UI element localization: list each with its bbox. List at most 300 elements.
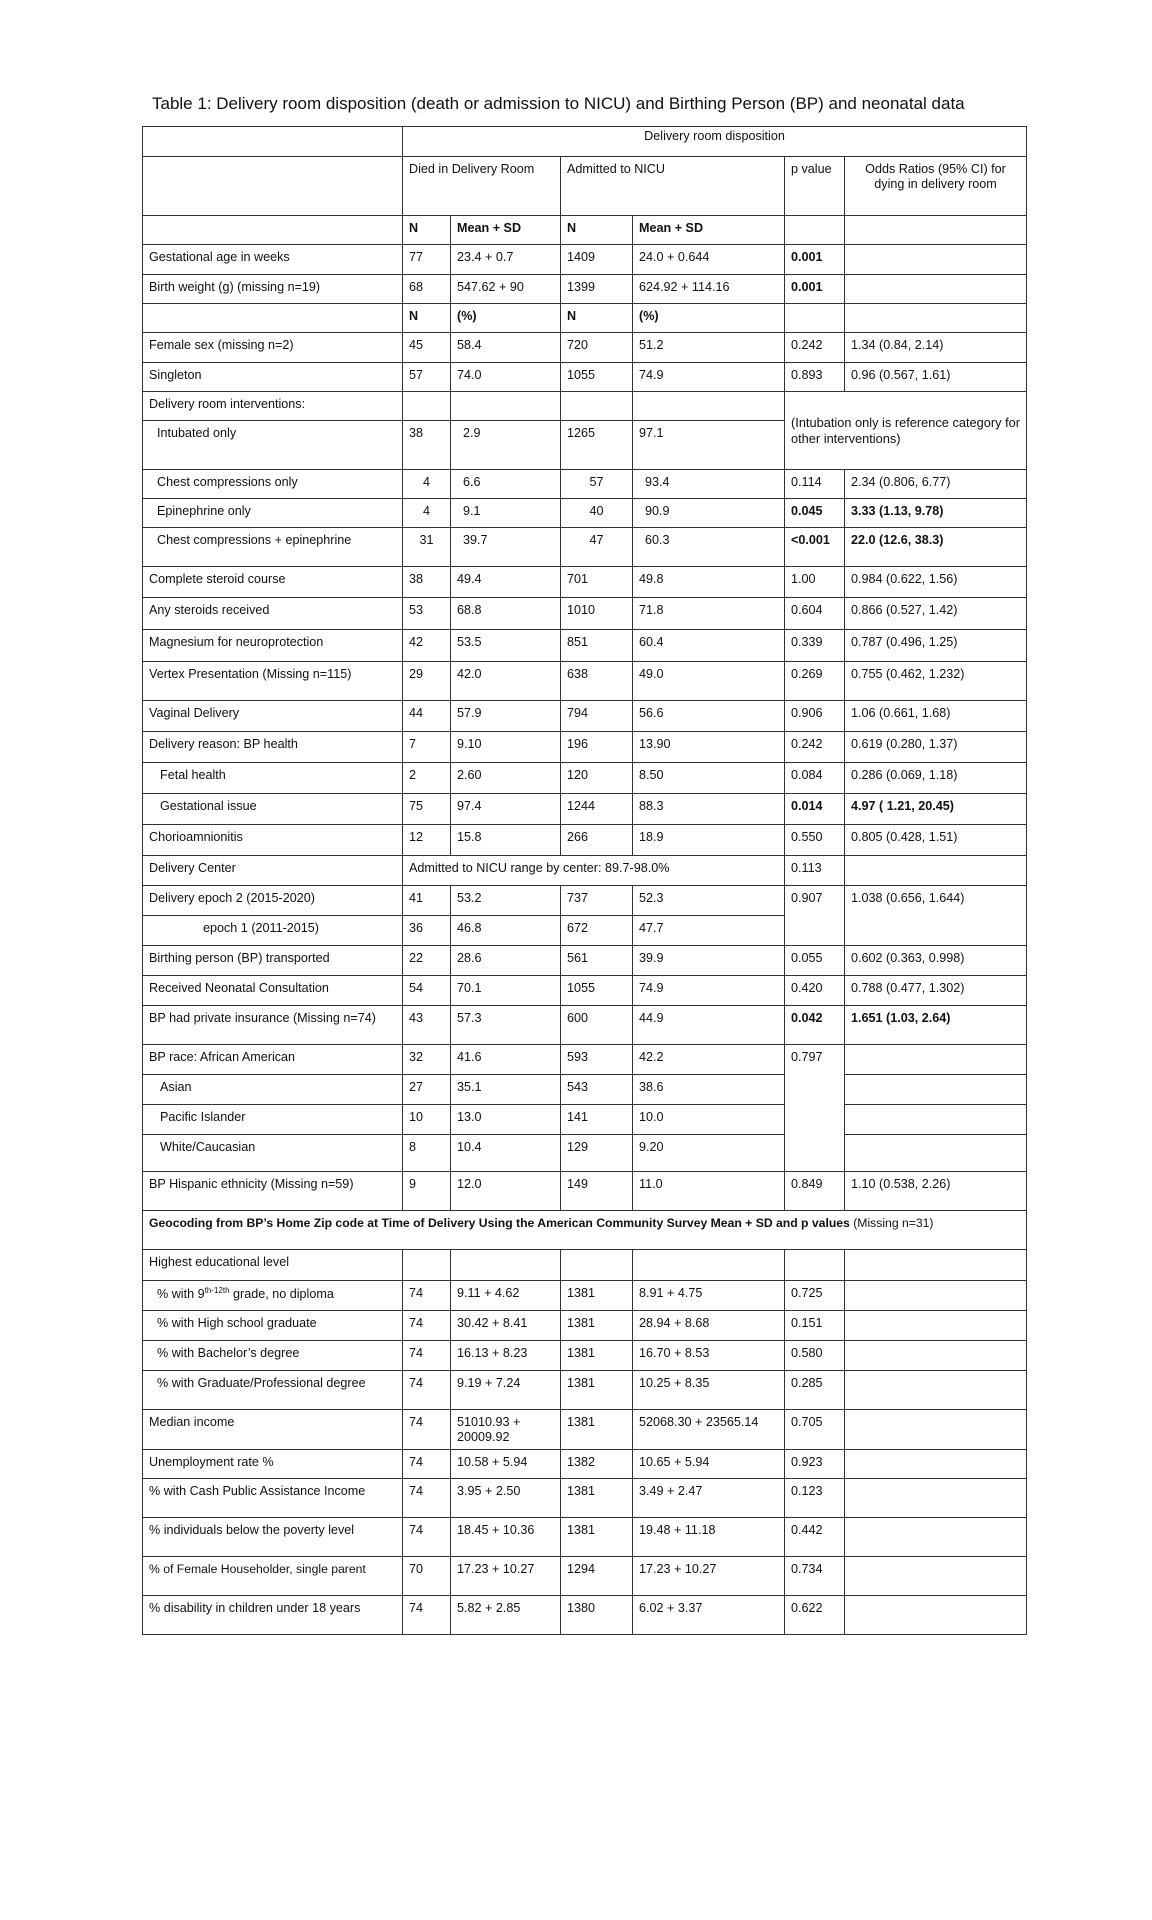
table-row (143, 946, 1027, 976)
row-label: Fetal health (143, 763, 403, 794)
cell: 1294 (561, 1557, 633, 1596)
cell: 0.734 (785, 1557, 845, 1596)
cell: 2.9 (451, 421, 561, 470)
cell: 74 (403, 1371, 451, 1410)
header-p-value: p value (785, 157, 845, 216)
table-title: Table 1: Delivery room disposition (death or admission to NICU) and Birthing Person (BP) and neonatal data (152, 94, 965, 113)
row-label: Highest educational level (143, 1250, 403, 1281)
cell: 38 (403, 421, 451, 470)
cell: 46.8 (451, 916, 561, 946)
row-label: Delivery room interventions: (143, 392, 403, 421)
cell: 9.10 (451, 732, 561, 763)
cell: 36 (403, 916, 451, 946)
cell: 1381 (561, 1311, 633, 1341)
row-label: Asian (143, 1075, 403, 1105)
cell: 68 (403, 275, 451, 304)
cell: 44.9 (633, 1006, 785, 1045)
cell: 0.787 (0.496, 1.25) (845, 630, 1027, 662)
cell: 0.619 (0.280, 1.37) (845, 732, 1027, 763)
row-label: % with Bachelor’s degree (143, 1341, 403, 1371)
cell: 52068.30 + 23565.14 (633, 1410, 785, 1450)
cell: 638 (561, 662, 633, 701)
table-row (143, 1075, 1027, 1105)
header-delivery-room-disposition: Delivery room disposition (403, 127, 1027, 157)
cell: 49.8 (633, 567, 785, 598)
empty-cell (143, 304, 403, 333)
cell: 8 (403, 1135, 451, 1172)
cell: 5.82 + 2.85 (451, 1596, 561, 1635)
cell: 9.11 + 4.62 (451, 1281, 561, 1311)
cell: 38.6 (633, 1075, 785, 1105)
row-label: Complete steroid course (143, 567, 403, 598)
cell: 19.48 + 11.18 (633, 1518, 785, 1557)
cell: 0.114 (785, 470, 845, 499)
cell: 0.906 (785, 701, 845, 732)
row-label: % with Cash Public Assistance Income (143, 1479, 403, 1518)
subheader-pct-row (143, 304, 1027, 333)
cell: 0.242 (785, 732, 845, 763)
cell: 53.2 (451, 886, 561, 916)
row-label: % of Female Householder, single parent (143, 1557, 403, 1596)
empty-cell (845, 1479, 1027, 1518)
cell: 0.788 (0.477, 1.302) (845, 976, 1027, 1006)
cell: 0.151 (785, 1311, 845, 1341)
table-row (143, 1479, 1027, 1518)
cell: 16.70 + 8.53 (633, 1341, 785, 1371)
row-label: Unemployment rate % (143, 1450, 403, 1479)
cell: 3.33 (1.13, 9.78) (845, 499, 1027, 528)
empty-cell (785, 1250, 845, 1281)
table-row (143, 333, 1027, 363)
cell: 0.269 (785, 662, 845, 701)
header-died-in-delivery-room: Died in Delivery Room (403, 157, 561, 216)
cell: 851 (561, 630, 633, 662)
header-empty-cell (143, 157, 403, 216)
cell: 794 (561, 701, 633, 732)
row-label: Median income (143, 1410, 403, 1450)
cell (845, 245, 1027, 275)
cell: 0.580 (785, 1341, 845, 1371)
intubation-reference-note: (Intubation only is reference category for other interventions) (785, 392, 1027, 470)
cell: 0.001 (785, 275, 845, 304)
cell: 60.3 (633, 528, 785, 567)
cell: 35.1 (451, 1075, 561, 1105)
cell: 0.001 (785, 245, 845, 275)
empty-cell (633, 1250, 785, 1281)
cell: 0.442 (785, 1518, 845, 1557)
cell: 13.90 (633, 732, 785, 763)
row-label: Female sex (missing n=2) (143, 333, 403, 363)
empty-cell (561, 1250, 633, 1281)
empty-cell (845, 1341, 1027, 1371)
cell: 0.604 (785, 598, 845, 630)
cell: 593 (561, 1045, 633, 1075)
cell: 3.95 + 2.50 (451, 1479, 561, 1518)
cell: 8.91 + 4.75 (633, 1281, 785, 1311)
row-label: % disability in children under 18 years (143, 1596, 403, 1635)
table-row (143, 1410, 1027, 1450)
table-row (143, 1006, 1027, 1045)
cell: 75 (403, 794, 451, 825)
cell: 9.1 (451, 499, 561, 528)
cell: 23.4 + 0.7 (451, 245, 561, 275)
cell: 27 (403, 1075, 451, 1105)
cell: 22 (403, 946, 451, 976)
cell: 60.4 (633, 630, 785, 662)
cell: 0.923 (785, 1450, 845, 1479)
cell: 31 (403, 528, 451, 567)
empty-cell (785, 304, 845, 333)
table-row (143, 499, 1027, 528)
cell: 93.4 (633, 470, 785, 499)
empty-cell (845, 1311, 1027, 1341)
cell: 720 (561, 333, 633, 363)
cell: 0.055 (785, 946, 845, 976)
cell: 39.9 (633, 946, 785, 976)
empty-cell (845, 1596, 1027, 1635)
table-row (143, 1518, 1027, 1557)
cell: 41 (403, 886, 451, 916)
center-range-cell: Admitted to NICU range by center: 89.7-98.0% (403, 856, 785, 886)
subheader-n: N (403, 216, 451, 245)
empty-cell (451, 1250, 561, 1281)
cell: 1399 (561, 275, 633, 304)
header-odds-ratio: Odds Ratios (95% CI) for dying in delivery room (845, 157, 1027, 216)
cell: 0.285 (785, 1371, 845, 1410)
cell: 9.20 (633, 1135, 785, 1172)
cell: 12 (403, 825, 451, 856)
header-empty-cell (143, 127, 403, 157)
cell: 1.651 (1.03, 2.64) (845, 1006, 1027, 1045)
cell: 44 (403, 701, 451, 732)
cell: 28.6 (451, 946, 561, 976)
cell: 70.1 (451, 976, 561, 1006)
cell: 266 (561, 825, 633, 856)
cell: 672 (561, 916, 633, 946)
row-label: Birth weight (g) (missing n=19) (143, 275, 403, 304)
table-row (143, 794, 1027, 825)
empty-cell (845, 1410, 1027, 1450)
header-group-row (143, 127, 1027, 157)
row-label: Intubated only (143, 421, 403, 470)
cell: 97.4 (451, 794, 561, 825)
subheader-mean-row (143, 216, 1027, 245)
cell: 0.725 (785, 1281, 845, 1311)
geocoding-header (143, 1211, 1027, 1250)
cell: 149 (561, 1172, 633, 1211)
row-label: % with High school graduate (143, 1311, 403, 1341)
cell: 18.9 (633, 825, 785, 856)
cell: 74 (403, 1450, 451, 1479)
subheader-pct: (%) (633, 304, 785, 333)
cell: 30.42 + 8.41 (451, 1311, 561, 1341)
cell: 561 (561, 946, 633, 976)
cell: 16.13 + 8.23 (451, 1341, 561, 1371)
cell: 0.984 (0.622, 1.56) (845, 567, 1027, 598)
cell: 51.2 (633, 333, 785, 363)
subheader-n: N (561, 216, 633, 245)
cell: 1409 (561, 245, 633, 275)
cell: 43 (403, 1006, 451, 1045)
cell: 1265 (561, 421, 633, 470)
table-row (143, 976, 1027, 1006)
cell: 57.3 (451, 1006, 561, 1045)
cell: 11.0 (633, 1172, 785, 1211)
cell: 1.00 (785, 567, 845, 598)
table-row (143, 528, 1027, 567)
cell: 58.4 (451, 333, 561, 363)
row-label: White/Caucasian (143, 1135, 403, 1172)
empty-cell (845, 1371, 1027, 1410)
cell: 0.339 (785, 630, 845, 662)
cell: 547.62 + 90 (451, 275, 561, 304)
cell: 10.58 + 5.94 (451, 1450, 561, 1479)
geocoding-header-row (143, 1211, 1027, 1250)
row-label: Gestational age in weeks (143, 245, 403, 275)
cell: 1055 (561, 363, 633, 392)
cell: 53.5 (451, 630, 561, 662)
table-row (143, 1341, 1027, 1371)
cell: 41.6 (451, 1045, 561, 1075)
cell: 0.602 (0.363, 0.998) (845, 946, 1027, 976)
geocoding-header-missing: (Missing n=31) (849, 1216, 934, 1230)
row-label: Delivery reason: BP health (143, 732, 403, 763)
table-row (143, 1281, 1027, 1311)
row-label: Chest compressions + epinephrine (143, 528, 403, 567)
cell: 1.10 (0.538, 2.26) (845, 1172, 1027, 1211)
cell: 32 (403, 1045, 451, 1075)
empty-cell (845, 1281, 1027, 1311)
table-row (143, 1450, 1027, 1479)
empty-cell (451, 392, 561, 421)
cell: 17.23 + 10.27 (633, 1557, 785, 1596)
cell: 70 (403, 1557, 451, 1596)
cell: 1055 (561, 976, 633, 1006)
cell: 0.849 (785, 1172, 845, 1211)
cell: 1.038 (0.656, 1.644) (845, 886, 1027, 946)
cell: 0.042 (785, 1006, 845, 1045)
cell: 0.805 (0.428, 1.51) (845, 825, 1027, 856)
cell: 0.755 (0.462, 1.232) (845, 662, 1027, 701)
cell: 74.9 (633, 976, 785, 1006)
row-label: epoch 1 (2011-2015) (143, 916, 403, 946)
cell: 2.60 (451, 763, 561, 794)
cell: 10 (403, 1105, 451, 1135)
cell: 0.866 (0.527, 1.42) (845, 598, 1027, 630)
cell: 74 (403, 1596, 451, 1635)
empty-cell (845, 304, 1027, 333)
cell: 1.34 (0.84, 2.14) (845, 333, 1027, 363)
row-label: Delivery epoch 2 (2015-2020) (143, 886, 403, 916)
table-row (143, 1045, 1027, 1075)
empty-cell (633, 392, 785, 421)
cell: 49.4 (451, 567, 561, 598)
table-row (143, 567, 1027, 598)
cell: 56.6 (633, 701, 785, 732)
cell: 47.7 (633, 916, 785, 946)
empty-cell (845, 1250, 1027, 1281)
row-label: % with Graduate/Professional degree (143, 1371, 403, 1410)
row-label (143, 1281, 403, 1311)
empty-cell (561, 392, 633, 421)
table-row (143, 1135, 1027, 1172)
row-label: Vaginal Delivery (143, 701, 403, 732)
cell: 71.8 (633, 598, 785, 630)
table-row (143, 701, 1027, 732)
row-label: % individuals below the poverty level (143, 1518, 403, 1557)
empty-cell (403, 1250, 451, 1281)
geocoding-header-bold: Geocoding from BP’s Home Zip code at Time of Delivery Using the American Community Survey Mean + SD and p values (149, 1216, 850, 1230)
row-label: Chest compressions only (143, 470, 403, 499)
table-row (143, 392, 1027, 421)
cell: 6.02 + 3.37 (633, 1596, 785, 1635)
cell: 6.6 (451, 470, 561, 499)
empty-cell (143, 216, 403, 245)
cell: 88.3 (633, 794, 785, 825)
empty-cell (785, 216, 845, 245)
cell: 10.4 (451, 1135, 561, 1172)
cell: 40 (561, 499, 633, 528)
empty-cell (403, 392, 451, 421)
cell: 42.0 (451, 662, 561, 701)
cell: 1.06 (0.661, 1.68) (845, 701, 1027, 732)
cell: 1380 (561, 1596, 633, 1635)
table-row (143, 598, 1027, 630)
cell: 4.97 ( 1.21, 20.45) (845, 794, 1027, 825)
cell: 4 (403, 499, 451, 528)
cell: 0.907 (785, 886, 845, 946)
subheader-pct: (%) (451, 304, 561, 333)
cell: 1381 (561, 1341, 633, 1371)
delivery-room-table (142, 126, 1027, 1635)
cell: 0.242 (785, 333, 845, 363)
cell: 0.420 (785, 976, 845, 1006)
cell: 42 (403, 630, 451, 662)
table-row (143, 825, 1027, 856)
table-row (143, 662, 1027, 701)
cell: 0.123 (785, 1479, 845, 1518)
row-label: Chorioamnionitis (143, 825, 403, 856)
table-row (143, 1250, 1027, 1281)
cell: 2.34 (0.806, 6.77) (845, 470, 1027, 499)
cell: 54 (403, 976, 451, 1006)
table-row (143, 1557, 1027, 1596)
empty-cell (845, 1135, 1027, 1172)
cell: 39.7 (451, 528, 561, 567)
table-row (143, 1311, 1027, 1341)
cell: 74 (403, 1410, 451, 1450)
cell: 57 (561, 470, 633, 499)
cell: 29 (403, 662, 451, 701)
table-row (143, 763, 1027, 794)
row-label: Pacific Islander (143, 1105, 403, 1135)
cell (845, 275, 1027, 304)
row-label-part: % with 9 (157, 1287, 205, 1302)
cell: 74 (403, 1311, 451, 1341)
cell: 0.622 (785, 1596, 845, 1635)
table-row (143, 245, 1027, 275)
cell: <0.001 (785, 528, 845, 567)
cell: 1381 (561, 1479, 633, 1518)
table-row (143, 886, 1027, 916)
cell: 9.19 + 7.24 (451, 1371, 561, 1410)
cell: 196 (561, 732, 633, 763)
empty-cell (845, 1045, 1027, 1075)
cell: 47 (561, 528, 633, 567)
subheader-mean-sd: Mean + SD (633, 216, 785, 245)
cell: 10.0 (633, 1105, 785, 1135)
cell: 2 (403, 763, 451, 794)
cell: 24.0 + 0.644 (633, 245, 785, 275)
table-row (143, 1371, 1027, 1410)
row-label: Birthing person (BP) transported (143, 946, 403, 976)
cell: 18.45 + 10.36 (451, 1518, 561, 1557)
cell: 51010.93 + 20009.92 (451, 1410, 561, 1450)
empty-cell (845, 1557, 1027, 1596)
cell: 1381 (561, 1410, 633, 1450)
table-row (143, 630, 1027, 662)
cell: 4 (403, 470, 451, 499)
cell: 0.550 (785, 825, 845, 856)
cell: 0.96 (0.567, 1.61) (845, 363, 1027, 392)
empty-cell (845, 1105, 1027, 1135)
cell: 38 (403, 567, 451, 598)
row-label: Epinephrine only (143, 499, 403, 528)
cell: 1381 (561, 1518, 633, 1557)
cell: 57 (403, 363, 451, 392)
cell: 0.084 (785, 763, 845, 794)
cell: 74.0 (451, 363, 561, 392)
table-row (143, 470, 1027, 499)
cell: 1382 (561, 1450, 633, 1479)
cell: 9 (403, 1172, 451, 1211)
cell: 42.2 (633, 1045, 785, 1075)
table-row (143, 275, 1027, 304)
cell: 624.92 + 114.16 (633, 275, 785, 304)
subheader-n: N (403, 304, 451, 333)
cell: 10.25 + 8.35 (633, 1371, 785, 1410)
cell: 90.9 (633, 499, 785, 528)
cell: 15.8 (451, 825, 561, 856)
cell: 13.0 (451, 1105, 561, 1135)
cell: 0.893 (785, 363, 845, 392)
header-admitted-to-nicu: Admitted to NICU (561, 157, 785, 216)
cell: 74 (403, 1341, 451, 1371)
empty-cell (845, 1450, 1027, 1479)
cell: 0.797 (785, 1045, 845, 1172)
empty-cell (845, 1075, 1027, 1105)
cell: 97.1 (633, 421, 785, 470)
cell: 120 (561, 763, 633, 794)
cell: 3.49 + 2.47 (633, 1479, 785, 1518)
subheader-n: N (561, 304, 633, 333)
row-label: Singleton (143, 363, 403, 392)
cell: 74.9 (633, 363, 785, 392)
cell: 129 (561, 1135, 633, 1172)
empty-cell (845, 1518, 1027, 1557)
table-row (143, 1105, 1027, 1135)
cell: 45 (403, 333, 451, 363)
cell: 28.94 + 8.68 (633, 1311, 785, 1341)
row-label: Received Neonatal Consultation (143, 976, 403, 1006)
cell: 22.0 (12.6, 38.3) (845, 528, 1027, 567)
cell: 141 (561, 1105, 633, 1135)
cell: 74 (403, 1281, 451, 1311)
table-row (143, 732, 1027, 763)
cell: 7 (403, 732, 451, 763)
cell: 0.705 (785, 1410, 845, 1450)
cell: 543 (561, 1075, 633, 1105)
